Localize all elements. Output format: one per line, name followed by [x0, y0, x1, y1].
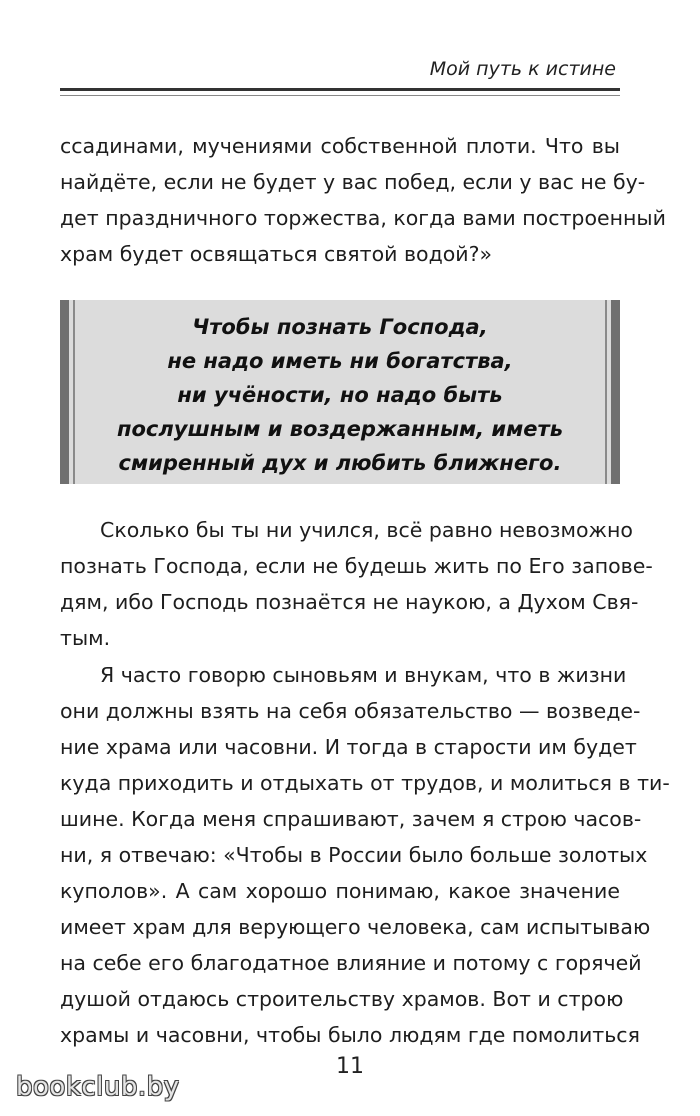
running-head: Мой путь к истине [429, 58, 616, 80]
text-line: дет праздничного торжества, когда вами построенный [60, 206, 666, 230]
text-line: куда приходить и отдыхать от трудов, и молиться в ти- [60, 771, 670, 795]
quote-line: не надо иметь ни богатства, [167, 349, 513, 373]
text-line: они должны взять на себя обязательство — возведе- [60, 699, 641, 723]
text-line: храмы и часовни, чтобы было людям где помолиться [60, 1023, 640, 1047]
text-line: Я часто говорю сыновьям и внукам, что в жизни [100, 663, 627, 687]
quote-line: смиренный дух и любить ближнего. [118, 451, 562, 475]
quote-line: послушным и воздержанным, иметь [116, 417, 563, 441]
text-line: храм будет освящаться святой водой?» [60, 242, 493, 266]
pull-quote-box [60, 300, 620, 484]
text-line: душой отдаюсь строительству храмов. Вот и строю [60, 987, 624, 1011]
text-line: куполов». А сам хорошо понимаю, какое значение [60, 879, 620, 903]
paragraph-continued [60, 128, 666, 272]
text-line: имеет храм для верующего человека, сам испытываю [60, 915, 651, 939]
quote-line: Чтобы познать Господа, [192, 315, 488, 339]
paragraph-chapels [60, 657, 670, 1053]
paragraph-knowledge [60, 512, 653, 656]
quote-border-right-inner [605, 300, 607, 484]
text-line: Сколько бы ты ни учился, всё равно невозможно [100, 518, 633, 542]
page-number: 11 [336, 1054, 364, 1079]
quote-border-left [60, 300, 69, 484]
text-line: на себе его благодатное влияние и потому с горячей [60, 951, 642, 975]
pull-quote-text [84, 310, 596, 480]
text-line: ни, я отвечаю: «Чтобы в России было больше золотых [60, 843, 648, 867]
text-line: ние храма или часовни. И тогда в старости им будет [60, 735, 637, 759]
text-line: ссадинами, мучениями собственной плоти. Что вы [60, 134, 620, 158]
quote-border-right [611, 300, 620, 484]
text-line: шине. Когда меня спрашивают, зачем я строю часов- [60, 807, 642, 831]
site-watermark: bookclub.by [16, 1072, 180, 1102]
text-line: найдёте, если не будет у вас побед, если у вас не бу- [60, 170, 646, 194]
quote-border-left-inner [73, 300, 75, 484]
header-rule [60, 88, 620, 91]
text-line: познать Господа, если не будешь жить по Его запове- [60, 554, 653, 578]
quote-line: ни учёности, но надо быть [177, 383, 503, 407]
header-rule-thin [60, 95, 620, 96]
text-line: дям, ибо Господь познаётся не наукою, а Духом Свя- [60, 590, 639, 614]
text-line: тым. [60, 626, 111, 650]
